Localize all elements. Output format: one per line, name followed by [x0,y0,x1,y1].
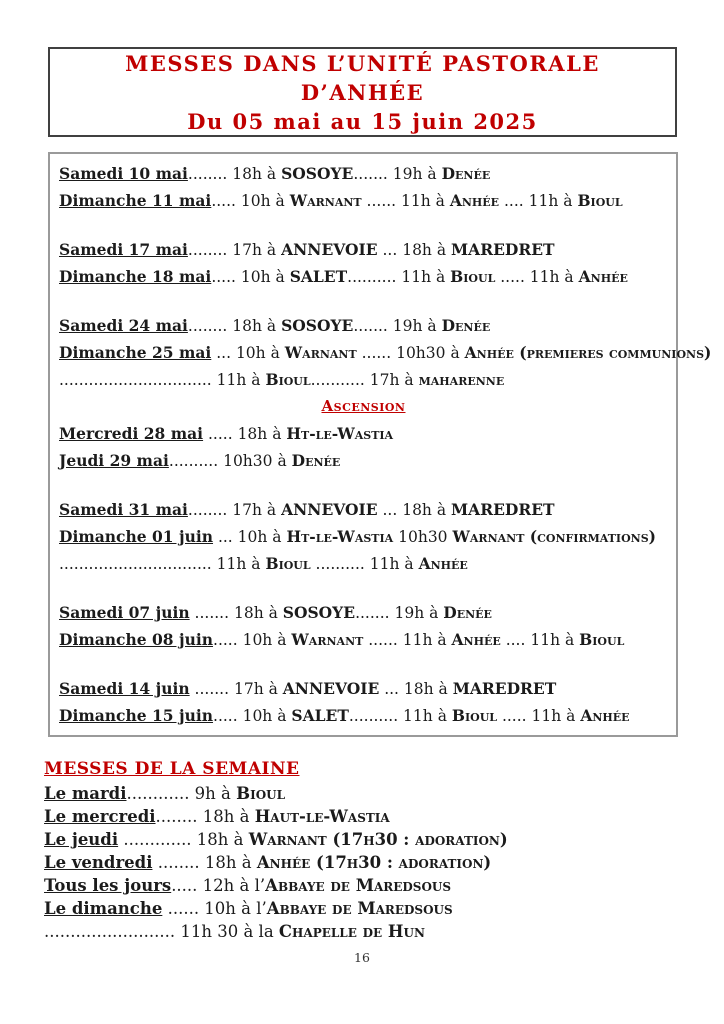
dots-and-time-text: ..... 18h à [203,425,287,443]
place-name: Anhée [256,853,311,872]
date-label: Dimanche 08 juin [59,630,214,649]
mass-schedule-box [48,152,712,737]
dots-and-time-text: ........ 17h à [187,241,282,259]
date-label: Tous les jours [44,876,172,895]
place-name: Bioul [451,706,498,725]
place-name: Warnant [289,191,362,210]
date-label: Le mercredi [44,807,156,826]
spacer [59,577,668,599]
dots-and-time-text: ...... 10h30 à [356,344,465,362]
dots-and-time-text: ... 10h à [211,344,285,362]
place-name: MAREDRET [451,500,555,519]
place-name: Chapelle de Hun [278,922,425,941]
place-name: Anhée [580,706,630,725]
place-name: Warnant [248,830,327,849]
spacer [59,653,668,675]
place-name: Bioul [265,370,311,389]
date-label: Mercredi 28 mai [59,424,204,443]
dots-and-time-text: ..... 10h à [211,192,290,210]
dots-and-time-text: ... 18h à [377,241,452,259]
date-label: Jeudi 29 mai [59,451,169,470]
dots-and-time-text: ......................... 11h 30 à la [44,922,279,941]
weekly-masses-section [44,757,508,943]
date-label: Samedi 10 mai [59,164,188,183]
schedule-line [44,897,508,920]
feast-name: Ascension [321,397,406,415]
place-name: Bioul [579,630,625,649]
dots-and-time-text: .... 11h à [499,192,578,210]
dots-and-time-text: ..... 10h à [213,631,292,649]
place-name: (17h30 : adoration) [326,830,508,849]
place-name: Bioul [577,191,623,210]
place-name: SALET [289,267,348,286]
place-name: Warnant [284,343,357,362]
dots-and-time-text: ...... 11h à [361,192,450,210]
document-title-line-3: Du 05 mai au 15 juin 2025 [187,108,538,134]
date-label: Samedi 24 mai [59,316,188,335]
date-label: Le dimanche [44,899,163,918]
dots-and-time-text: .......... 11h à [310,555,419,573]
schedule-line [59,447,668,474]
dots-and-time-text: ........ 18h à [187,317,282,335]
schedule-line [59,702,668,729]
place-name: Denée [441,316,491,335]
date-label: Le vendredi [44,853,153,872]
date-label: Samedi 17 mai [59,240,188,259]
schedule-line [59,236,668,263]
dots-and-time-text: ....... 19h à [353,317,442,335]
date-label: Samedi 14 juin [59,679,190,698]
document-title-line-2: D’ANHÉE [300,79,425,105]
dots-and-time-text: ............................... 11h à [59,371,266,389]
dots-and-time-text: ........ 18h à [155,807,255,826]
dots-and-time-text: ........... 17h à [310,371,419,389]
date-label: Dimanche 18 mai [59,267,212,286]
place-name: SOSOYE [281,164,354,183]
dots-and-time-text: ........ 18h à [187,165,282,183]
dots-and-time-text: .......... 11h à [347,268,451,286]
dots-and-time-text: ............. 18h à [118,830,249,849]
title-box [48,47,677,137]
page-number: 16 [354,950,370,965]
place-name: (17h30 : adoration) [310,853,492,872]
place-name: Bioul [450,267,496,286]
date-label: Dimanche 25 mai [59,343,212,362]
date-label: Samedi 31 mai [59,500,188,519]
dots-and-time-text: ..... 11h à [495,268,579,286]
place-name: Ht-le-Wastia [286,424,394,443]
place-name: SOSOYE [281,316,354,335]
schedule-line [44,851,508,874]
place-name: SALET [291,706,349,725]
schedule-line [44,782,508,805]
schedule-line [59,523,668,550]
place-name: Bioul [236,784,286,803]
place-name: Abbaye de Maredsous [265,876,452,895]
schedule-line [44,805,508,828]
dots-and-time-text: ..... 10h à [213,707,292,725]
place-name: Anhée [449,191,500,210]
spacer [59,474,668,496]
schedule-line [59,187,668,214]
dots-and-time-text: ....... 19h à [353,165,442,183]
place-name: Anhée [578,267,628,286]
document-title-line-1: MESSES DANS L’UNITÉ PASTORALE [125,50,600,76]
place-name: Anhée [464,343,514,362]
place-name: Warnant [452,527,525,546]
schedule-line [59,263,668,290]
place-name: Denée [443,603,492,622]
schedule-line [44,874,508,897]
place-name: Anhée [418,554,468,573]
dots-and-time-text: ..... 10h à [211,268,290,286]
date-label: Dimanche 15 juin [59,706,214,725]
dots-and-time-text: .......... 10h30 à [168,452,292,470]
place-name: maharenne [418,370,505,389]
schedule-line [59,339,712,366]
weekly-masses-heading: MESSES DE LA SEMAINE [44,759,300,779]
schedule-line [59,366,668,393]
place-name: MAREDRET [451,240,555,259]
dots-and-time-text: ............ 9h à [126,784,237,803]
schedule-line [44,828,508,851]
schedule-line [59,675,668,702]
place-name: Haut-le-Wastia [254,807,390,826]
place-name: MAREDRET [452,679,557,698]
dots-and-time-text: ..... 12h à l’ [171,876,266,895]
place-name: (confirmations) [524,527,656,546]
place-name: (premieres communions) [513,343,712,362]
dots-and-time-text: ....... 18h à [189,604,283,622]
dots-and-time-text: ....... 19h à [355,604,444,622]
weekly-masses-lines [44,782,508,943]
place-name: Bioul [265,554,311,573]
dots-and-time-text: ....... 17h à [189,680,283,698]
dots-and-time-text: ............................... 11h à [59,555,266,573]
place-name: Ht-le-Wastia [286,527,394,546]
spacer [59,214,668,236]
dots-and-time-text: ..... 11h à [497,707,581,725]
dots-and-time-text: ...... 11h à [363,631,452,649]
dots-and-time-text: .... 11h à [500,631,580,649]
schedule-line [59,312,668,339]
schedule-line [59,160,668,187]
dots-and-time-text: ... 18h à [379,680,453,698]
dots-and-time-text: ...... 10h à l’ [162,899,267,918]
place-name: ANNEVOIE [281,240,378,259]
schedule-line [59,626,668,653]
dots-and-time-text: ... 18h à [377,501,452,519]
dots-and-time-text: .......... 11h à [348,707,452,725]
schedule-line [59,420,668,447]
schedule-line [59,496,668,523]
place-name: Abbaye de Maredsous [266,899,453,918]
place-name: SOSOYE [282,603,356,622]
spacer [59,290,668,312]
dots-and-time-text: ... 10h à [213,528,287,546]
section-subheading [59,393,668,420]
date-label: Dimanche 01 juin [59,527,214,546]
place-name: Anhée [451,630,501,649]
schedule-line [59,550,668,577]
dots-and-time-text: 10h30 [393,528,453,546]
schedule-line [59,599,668,626]
place-name: Denée [291,451,341,470]
schedule-line [44,920,508,943]
dots-and-time-text: ........ 18h à [152,853,257,872]
date-label: Le mardi [44,784,127,803]
place-name: ANNEVOIE [281,500,378,519]
date-label: Le jeudi [44,830,119,849]
place-name: ANNEVOIE [282,679,380,698]
dots-and-time-text: ........ 17h à [187,501,282,519]
place-name: Denée [441,164,491,183]
date-label: Samedi 07 juin [59,603,190,622]
date-label: Dimanche 11 mai [59,191,212,210]
place-name: Warnant [291,630,364,649]
